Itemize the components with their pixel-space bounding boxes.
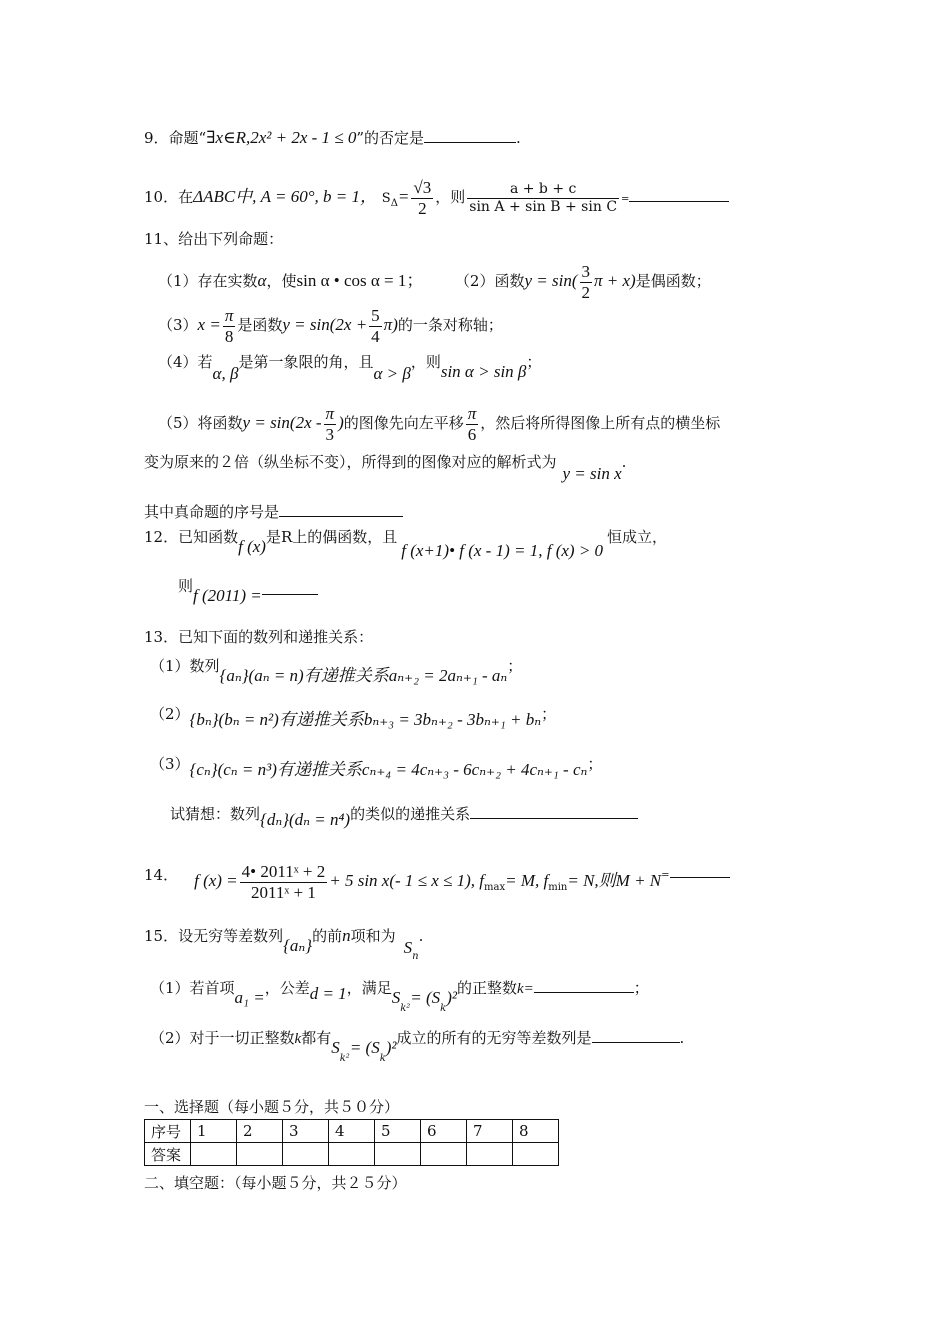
q10-frac-num: √3 — [413, 178, 432, 197]
q9-math: ∃x∈R,2x² + 2x - 1 ≤ 0 — [206, 128, 357, 147]
s4-text: （4）若 — [158, 353, 213, 371]
q14-frac-den: 2011ˣ + 1 — [251, 882, 316, 902]
s1-math: sin α • cos α = 1； — [296, 271, 424, 291]
q14-min-sub: min — [548, 882, 568, 894]
q10-area-sub: Δ — [390, 198, 398, 210]
s3-text3: 的一条对称轴； — [397, 316, 503, 335]
r3-semi: ； — [587, 755, 603, 773]
s3-math2: y = sin(2x + — [282, 315, 368, 335]
s4-sin-compare: sin α > sin β — [440, 362, 527, 381]
s5-fraction — [324, 404, 337, 444]
s3-frac2-den: 4 — [371, 326, 380, 346]
q15s2-S-sub: k² — [339, 1053, 350, 1064]
answer-table — [144, 1119, 559, 1166]
answer-cell[interactable] — [191, 1143, 237, 1166]
table-row — [145, 1120, 559, 1143]
question-12 — [144, 527, 668, 560]
answer-cell[interactable] — [329, 1143, 375, 1166]
answer-blank[interactable] — [592, 1028, 680, 1043]
s5-result: y = sin x — [562, 464, 622, 483]
r2-semi: ； — [541, 705, 557, 723]
r3-text: （3） — [150, 755, 190, 773]
q14-math3: = N,则M + N — [567, 871, 662, 891]
q15s1-text: （1）若首项 — [150, 979, 235, 997]
question-14 — [144, 862, 730, 902]
q15s1-eq: = (S — [410, 988, 441, 1007]
s3-fraction2 — [369, 306, 382, 346]
q10-area: S — [381, 191, 391, 207]
answer-cell[interactable] — [513, 1143, 559, 1166]
answer-cell[interactable] — [421, 1143, 467, 1166]
q15-sub-2 — [150, 1028, 685, 1064]
q12-f2011: f (2011) = — [193, 586, 262, 605]
s5-frac-den: 3 — [325, 424, 335, 444]
answer-cell[interactable] — [283, 1143, 329, 1166]
s3-frac2-num: 5 — [371, 306, 380, 325]
q15s2-k: k — [294, 1031, 302, 1047]
s5-text: （5）将函数 — [158, 414, 243, 433]
q10-condition: ΔABC中, A = 60°, b = 1， — [193, 187, 377, 207]
col-label: 4 — [329, 1120, 375, 1143]
q14-eq: = — [661, 870, 670, 882]
answer-blank[interactable] — [670, 863, 730, 878]
q14-number: 14． — [144, 866, 179, 885]
q10-frac-den: 2 — [418, 198, 427, 218]
q14-fx: f (x) = — [194, 871, 238, 891]
s1-text: （1）存在实数 — [158, 272, 258, 291]
q15-S-sub: n — [412, 951, 419, 962]
q15s2-S: S — [331, 1038, 340, 1057]
col-label: 3 — [283, 1120, 329, 1143]
q14-math: + 5 sin x(- 1 ≤ x ≤ 1), f — [329, 871, 485, 891]
q10-number: 10．在 — [144, 188, 194, 207]
s4-text3: ，则 — [410, 353, 441, 371]
q15s1-d: d = 1 — [309, 984, 347, 1003]
s5-frac2-num: π — [467, 404, 477, 423]
s4-alpha-beta: α, β — [212, 364, 239, 383]
s5-frac-num: π — [325, 404, 335, 423]
table-row — [145, 1143, 559, 1166]
q9-end: . — [516, 129, 521, 147]
row-header-number: 序号 — [145, 1120, 191, 1143]
q10-ratio-den: sin A + sin B + sin C — [469, 198, 618, 215]
q14-max-sub: max — [484, 882, 506, 894]
question-9 — [144, 128, 521, 148]
col-label: 6 — [421, 1120, 467, 1143]
q11-tail: 其中真命题的序号是 — [144, 503, 280, 521]
q10-eq: = — [621, 194, 630, 206]
q15s2-sq: )² — [385, 1038, 397, 1057]
s3-fraction — [223, 306, 236, 346]
r2-text: （2） — [150, 705, 190, 723]
q15s2-k-sub: k — [379, 1053, 386, 1064]
q15s1-text2: ，公差 — [264, 979, 310, 997]
s4-text4: ； — [526, 353, 542, 371]
q11-statement-1 — [158, 262, 711, 302]
q13-relation-3 — [150, 754, 603, 779]
q12-fx: f (x) — [238, 537, 266, 556]
s2-text: （2）函数 — [454, 272, 525, 291]
s5-math: y = sin(2x - — [242, 413, 322, 433]
q12-text3: 恒成立， — [607, 528, 668, 546]
q15s1-a1: a₁ = — [234, 988, 265, 1007]
s3-text: （3） — [158, 316, 198, 335]
q15-text: 15．设无穷等差数列 — [144, 927, 284, 945]
q10-then: ，则 — [435, 188, 466, 207]
section-fill-heading: 二、填空题：（每小题５分，共２５分） — [144, 1174, 407, 1192]
col-label: 8 — [513, 1120, 559, 1143]
s5-text2: 的图像先向左平移 — [343, 414, 464, 433]
q11-heading: 11、给出下列命题： — [144, 230, 284, 248]
answer-blank[interactable] — [424, 128, 516, 143]
q12-condition: f (x+1)• f (x - 1) = 1, f (x) > 0 — [401, 541, 604, 560]
s4-compare: α > β — [373, 364, 411, 383]
question-15 — [144, 926, 424, 962]
q15-n: n — [342, 926, 351, 945]
guess-text: 试猜想：数列 — [170, 805, 261, 823]
q15-text2: 的前 — [312, 927, 343, 945]
col-label: 1 — [191, 1120, 237, 1143]
question-10 — [144, 178, 729, 218]
q12-text: 12．已知函数 — [144, 528, 239, 546]
q10-ratio-fraction — [467, 181, 619, 214]
answer-blank[interactable] — [470, 804, 638, 819]
q10-area-eq: = — [397, 187, 410, 207]
q11-answer-line — [144, 502, 403, 521]
q12-line2 — [178, 576, 318, 605]
q15s1-k: k= — [517, 981, 534, 997]
q15-end: . — [418, 927, 424, 945]
col-label: 7 — [467, 1120, 513, 1143]
row-header-answer: 答案 — [145, 1143, 191, 1166]
guess-math: {dₙ}(dₙ = n⁴) — [260, 810, 351, 829]
section-choice-heading: 一、选择题（每小题５分，共５０分） — [144, 1098, 400, 1116]
q11-statement-3 — [158, 306, 503, 346]
s1-text2: ，使 — [266, 272, 297, 291]
q15s2-text3: 成立的所有的无穷等差数列是 — [396, 1029, 592, 1047]
s4-text2: 是第一象限的角，且 — [238, 353, 374, 371]
q14-math2: = M, f — [505, 871, 549, 891]
q11-statement-5-cont: 变为原来的２倍（纵坐标不变），所得到的图像对应的解析式为y = sin x. — [144, 453, 627, 483]
r1-semi: ； — [507, 657, 523, 675]
r1-math: {aₙ}(aₙ = n)有递推关系aₙ₊₂ = 2aₙ₊₁ - aₙ — [219, 666, 508, 685]
q13-relation-1 — [150, 656, 523, 685]
q10-ratio-num: a + b + c — [467, 181, 619, 198]
answer-cell[interactable] — [237, 1143, 283, 1166]
q15-S: S — [403, 938, 413, 957]
s1-alpha: α — [257, 271, 267, 291]
guess-text2: 的类似的递推关系 — [350, 805, 471, 823]
r2-math: {bₙ}(bₙ = n²)有递推关系bₙ₊₃ = 3bₙ₊₂ - 3bₙ₊₁ + bₙ — [189, 710, 542, 729]
col-label: 5 — [375, 1120, 421, 1143]
q11-statement-4 — [158, 352, 542, 383]
q13-relation-2 — [150, 704, 557, 729]
q15s1-S: S — [391, 988, 401, 1007]
q13-heading: 13．已知下面的数列和递推关系： — [144, 628, 374, 646]
r1-text: （1）数列 — [150, 657, 220, 675]
s5-text3: ，然后将所得图像上所有点的横坐标 — [480, 414, 721, 433]
q15-sub-1 — [150, 978, 649, 1014]
q15s2-end: . — [679, 1029, 685, 1047]
answer-blank[interactable] — [534, 978, 634, 993]
q12-then: 则 — [178, 577, 194, 595]
s2-math2: π + x) — [594, 271, 636, 291]
q15-text3: 项和为 — [350, 927, 396, 945]
s3-text2: 是函数 — [237, 316, 283, 335]
q15s1-end: ； — [633, 979, 649, 997]
q10-fraction-root3-over-2 — [411, 178, 433, 218]
answer-cell[interactable] — [467, 1143, 513, 1166]
s3-frac-den: 8 — [224, 326, 234, 346]
r3-math: {cₙ}(cₙ = n³)有递推关系cₙ₊₄ = 4cₙ₊₃ - 6cₙ₊₂ + 4cₙ₊₁ - cₙ — [189, 760, 588, 779]
q15s2-text: （2）对于一切正整数 — [150, 1029, 295, 1047]
q12-text2: 是R上的偶函数，且 — [265, 528, 398, 546]
q15s1-S-sub: k² — [400, 1003, 411, 1014]
s2-math: y = sin( — [524, 271, 578, 291]
q15s2-text2: 都有 — [301, 1029, 332, 1047]
q9-number: 9．命题“ — [144, 129, 207, 147]
s2-frac-den: 2 — [581, 282, 590, 302]
s5-math2: ) — [338, 413, 344, 433]
q15s2-eq: = (S — [349, 1038, 380, 1057]
s5-fraction2 — [466, 404, 479, 444]
col-label: 2 — [237, 1120, 283, 1143]
answer-cell[interactable] — [375, 1143, 421, 1166]
q14-frac-num: 4• 2011ˣ + 2 — [241, 862, 326, 881]
answer-blank[interactable] — [629, 187, 729, 202]
q11-statement-5 — [158, 404, 720, 444]
q15s1-text4: 的正整数 — [457, 979, 518, 997]
s5-frac2-den: 6 — [467, 424, 477, 444]
q15s1-k-sub: k — [440, 1003, 447, 1014]
s2-fraction — [580, 262, 593, 302]
q9-text: ”的否定是 — [356, 129, 425, 147]
q15-an: {aₙ} — [283, 936, 313, 955]
s3-frac-num: π — [224, 306, 234, 325]
q15s1-sq: )² — [446, 988, 457, 1007]
s3-math: x = — [197, 315, 221, 335]
q14-fraction — [240, 862, 328, 902]
q15s1-text3: ，满足 — [346, 979, 392, 997]
s2-text2: 是偶函数； — [635, 272, 711, 291]
answer-blank[interactable] — [279, 502, 403, 517]
s2-frac-num: 3 — [581, 262, 590, 281]
s5-text4: 变为原来的２倍（纵坐标不变），所得到的图像对应的解析式为 — [144, 453, 557, 471]
q13-guess — [170, 804, 638, 829]
answer-blank[interactable] — [262, 580, 318, 595]
s3-math3: π) — [383, 315, 398, 335]
